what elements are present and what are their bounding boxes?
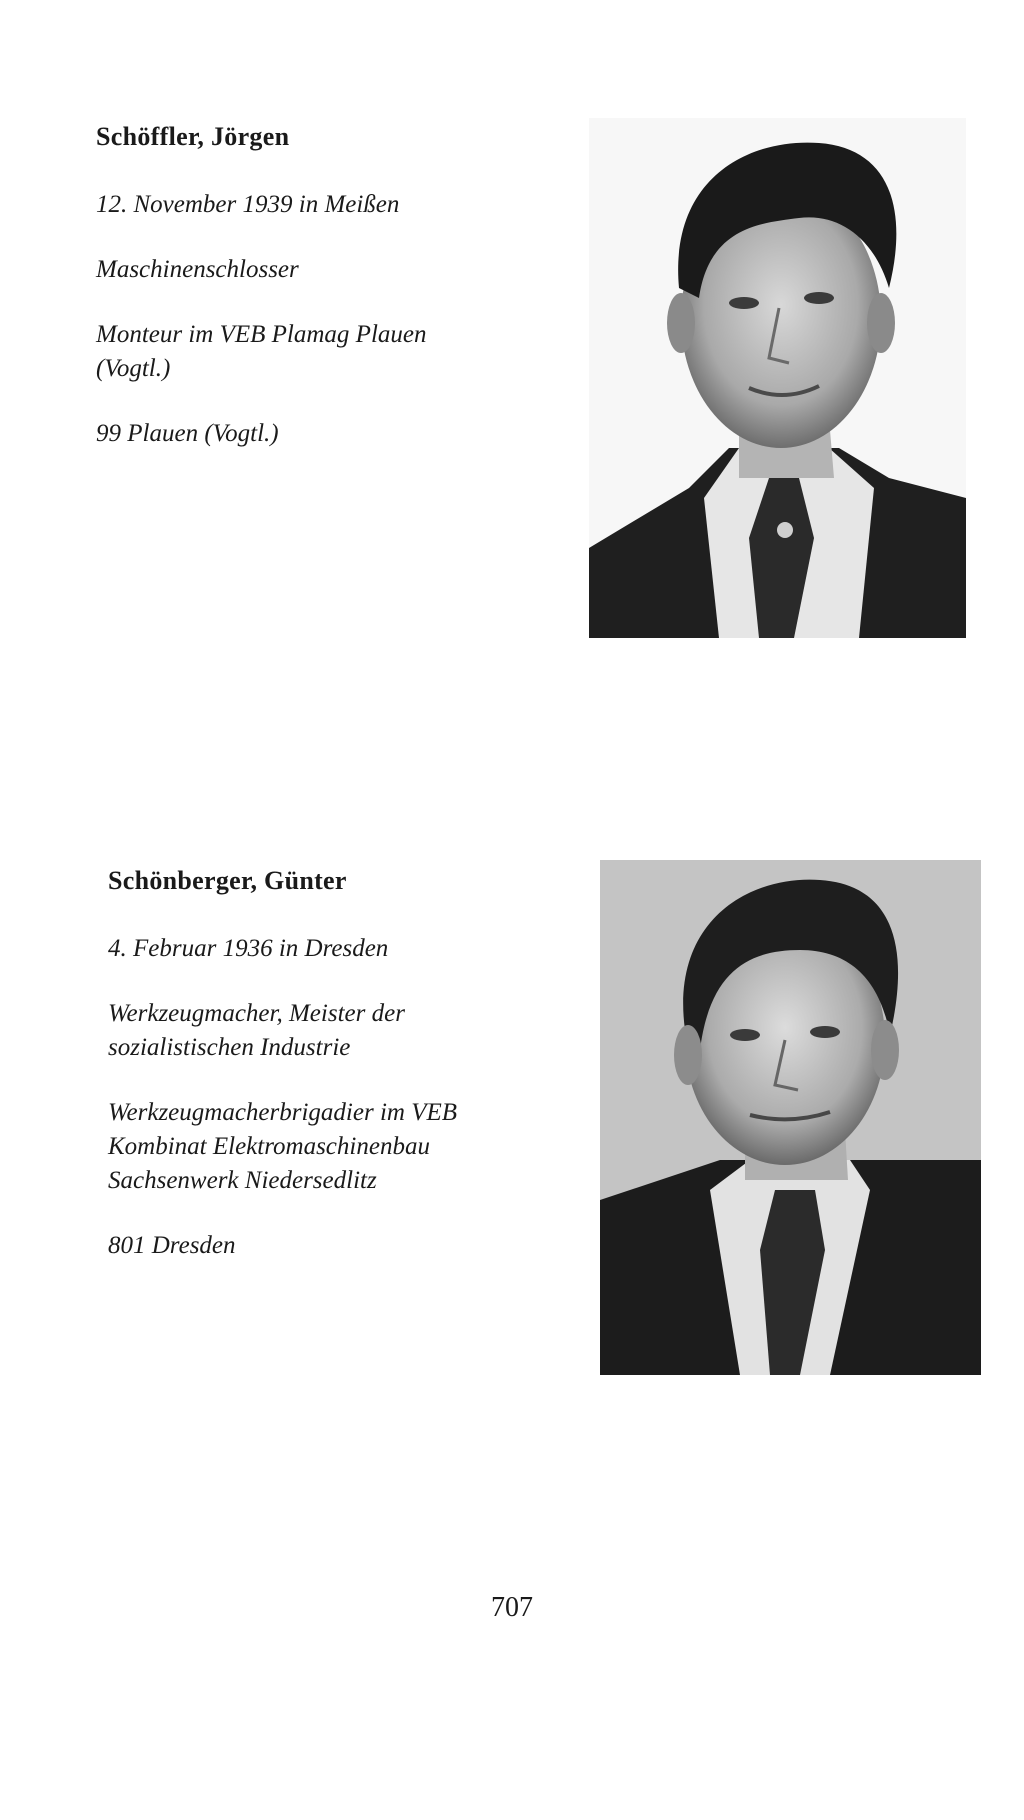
position-line: Kombinat Elektromaschinenbau — [108, 1133, 430, 1160]
position-line: Sachsenwerk Niedersedlitz — [108, 1167, 377, 1194]
position — [96, 318, 516, 386]
person-name: Schönberger, Günter — [108, 866, 347, 895]
profession-line: sozialistischen Industrie — [108, 1034, 351, 1061]
birth-info: 4. Februar 1936 in Dresden — [108, 935, 389, 962]
position-line: (Vogtl.) — [96, 355, 171, 382]
biography-entry-schoenberger — [108, 866, 538, 1294]
person-name: Schöffler, Jörgen — [96, 122, 290, 151]
location: 99 Plauen (Vogtl.) — [96, 420, 279, 447]
portrait-photo-image — [589, 118, 966, 638]
birth-info: 12. November 1939 in Meißen — [96, 191, 400, 218]
page-number: 707 — [491, 1592, 533, 1623]
biography-entry-schoeffler — [96, 122, 516, 482]
profession-line: Werkzeugmacher, Meister der — [108, 1000, 405, 1027]
portrait-photo-schoeffler — [589, 118, 966, 638]
portrait-photo-image — [600, 860, 981, 1375]
position-line: Werkzeugmacherbrigadier im VEB — [108, 1099, 458, 1126]
profession: Maschinenschlosser — [96, 256, 299, 283]
profession — [108, 997, 538, 1065]
location: 801 Dresden — [108, 1232, 236, 1259]
portrait-photo-schoenberger — [600, 860, 981, 1375]
position — [108, 1096, 538, 1198]
position-line: Monteur im VEB Plamag Plauen — [96, 321, 427, 348]
